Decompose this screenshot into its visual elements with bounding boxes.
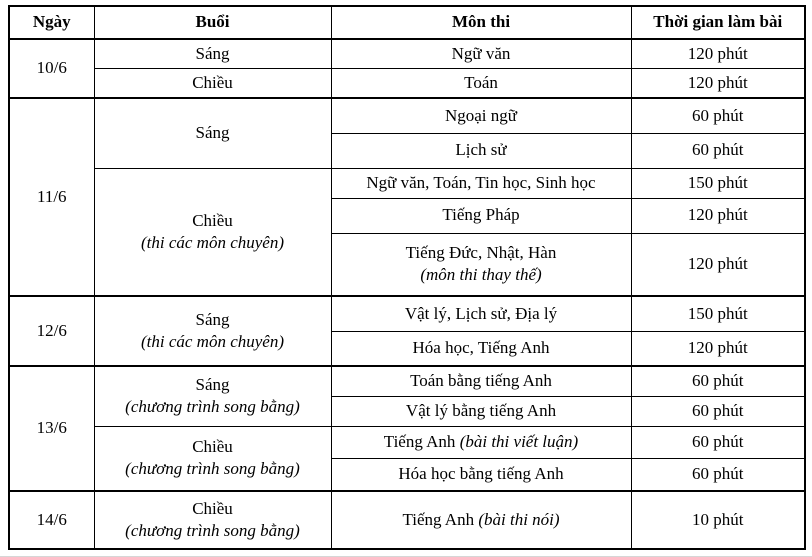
subject-value: Ngữ văn (451, 43, 511, 63)
subject-value: Toán (464, 72, 498, 92)
cell-duration (631, 366, 805, 396)
subject-value: Lịch sử (455, 140, 507, 160)
cell-subject (331, 331, 631, 366)
header-row (9, 6, 805, 39)
column-header-session: Buổi (94, 6, 331, 39)
session-value: Chiều (192, 210, 233, 230)
subject-inline-note: (bài thi viết luận) (459, 431, 579, 451)
cell-duration (631, 331, 805, 366)
cell-session (94, 296, 331, 366)
subject-value: Vật lý, Lịch sử, Địa lý (404, 303, 558, 323)
subject-value: Tiếng Anh (402, 509, 475, 529)
cell-duration (631, 168, 805, 198)
duration-value: 60 phút (692, 105, 744, 125)
cell-date (9, 366, 94, 491)
table-row (9, 168, 805, 198)
cell-subject (331, 98, 631, 133)
cell-session (94, 68, 331, 98)
cell-session (94, 491, 331, 549)
duration-value: 60 phút (692, 371, 744, 391)
cell-date (9, 98, 94, 296)
cell-subject (331, 68, 631, 98)
session-value: Sáng (195, 375, 230, 395)
duration-value: 10 phút (692, 509, 744, 529)
cell-duration (631, 198, 805, 233)
date-value: 11/6 (36, 186, 67, 206)
cell-duration (631, 233, 805, 296)
subject-value: Vật lý bằng tiếng Anh (405, 400, 557, 420)
duration-value: 120 phút (687, 43, 748, 63)
duration-value: 120 phút (687, 254, 748, 274)
cell-duration (631, 426, 805, 458)
cell-date (9, 39, 94, 98)
cell-date (9, 491, 94, 549)
duration-value: 60 phút (692, 431, 744, 451)
date-value: 14/6 (36, 509, 67, 529)
duration-value: 150 phút (687, 172, 748, 192)
duration-value: 60 phút (692, 464, 744, 484)
subject-value: Tiếng Anh (383, 431, 456, 451)
subject-inline-note: (bài thi nói) (478, 509, 560, 529)
cell-subject (331, 198, 631, 233)
date-value: 13/6 (36, 418, 67, 438)
subject-note: (môn thi thay thế) (420, 265, 542, 285)
duration-value: 120 phút (687, 338, 748, 358)
session-value: Sáng (195, 43, 230, 63)
cell-subject (331, 233, 631, 296)
cell-session (94, 98, 331, 168)
subject-value: Tiếng Đức, Nhật, Hàn (405, 243, 557, 263)
exam-schedule-table (8, 5, 806, 550)
date-value: 12/6 (36, 320, 67, 340)
cell-duration (631, 296, 805, 331)
table-row (9, 39, 805, 68)
session-note: (thi các môn chuyên) (140, 232, 285, 252)
column-header-subject: Môn thi (331, 6, 631, 39)
duration-value: 120 phút (687, 205, 748, 225)
cell-subject (331, 396, 631, 426)
cell-duration (631, 133, 805, 168)
session-note: (chương trình song bằng) (125, 459, 300, 479)
cell-subject (331, 133, 631, 168)
session-value: Sáng (195, 309, 230, 329)
duration-value: 60 phút (692, 400, 744, 420)
cell-session (94, 366, 331, 426)
session-value: Chiều (192, 498, 233, 518)
cell-duration (631, 68, 805, 98)
cell-subject (331, 168, 631, 198)
cell-duration (631, 98, 805, 133)
session-note: (chương trình song bằng) (125, 521, 300, 540)
cell-duration (631, 396, 805, 426)
session-value: Chiều (192, 437, 233, 457)
duration-value: 120 phút (687, 72, 748, 92)
duration-value: 60 phút (692, 140, 744, 160)
duration-value: 150 phút (687, 303, 748, 323)
cell-session (94, 426, 331, 491)
table-row (9, 98, 805, 133)
cell-session (94, 39, 331, 68)
column-header-duration: Thời gian làm bài (631, 6, 805, 39)
document-page (8, 5, 806, 550)
cell-duration (631, 39, 805, 68)
session-value: Sáng (195, 123, 230, 143)
cell-subject (331, 426, 631, 458)
subject-value: Ngoại ngữ (444, 105, 517, 125)
session-note: (thi các môn chuyên) (140, 332, 285, 351)
subject-value: Hóa học bằng tiếng Anh (398, 464, 564, 484)
subject-value: Toán bằng tiếng Anh (410, 371, 552, 391)
cell-subject (331, 296, 631, 331)
table-row (9, 68, 805, 98)
cell-duration (631, 458, 805, 491)
subject-value: Hóa học, Tiếng Anh (412, 338, 550, 358)
cell-date (9, 296, 94, 366)
cell-subject (331, 366, 631, 396)
table-row (9, 296, 805, 331)
subject-value: Tiếng Pháp (442, 205, 520, 225)
cell-session (94, 168, 331, 296)
cell-subject (331, 491, 631, 549)
table-row (9, 366, 805, 396)
cell-duration (631, 491, 805, 549)
column-header-date: Ngày (9, 6, 94, 39)
subject-value: Ngữ văn, Toán, Tin học, Sinh học (366, 172, 596, 192)
table-row (9, 426, 805, 458)
table-row (9, 491, 805, 549)
session-note: (chương trình song bằng) (125, 397, 300, 417)
cell-subject (331, 39, 631, 68)
date-value: 10/6 (36, 58, 67, 78)
cell-subject (331, 458, 631, 491)
session-value: Chiều (192, 72, 233, 92)
